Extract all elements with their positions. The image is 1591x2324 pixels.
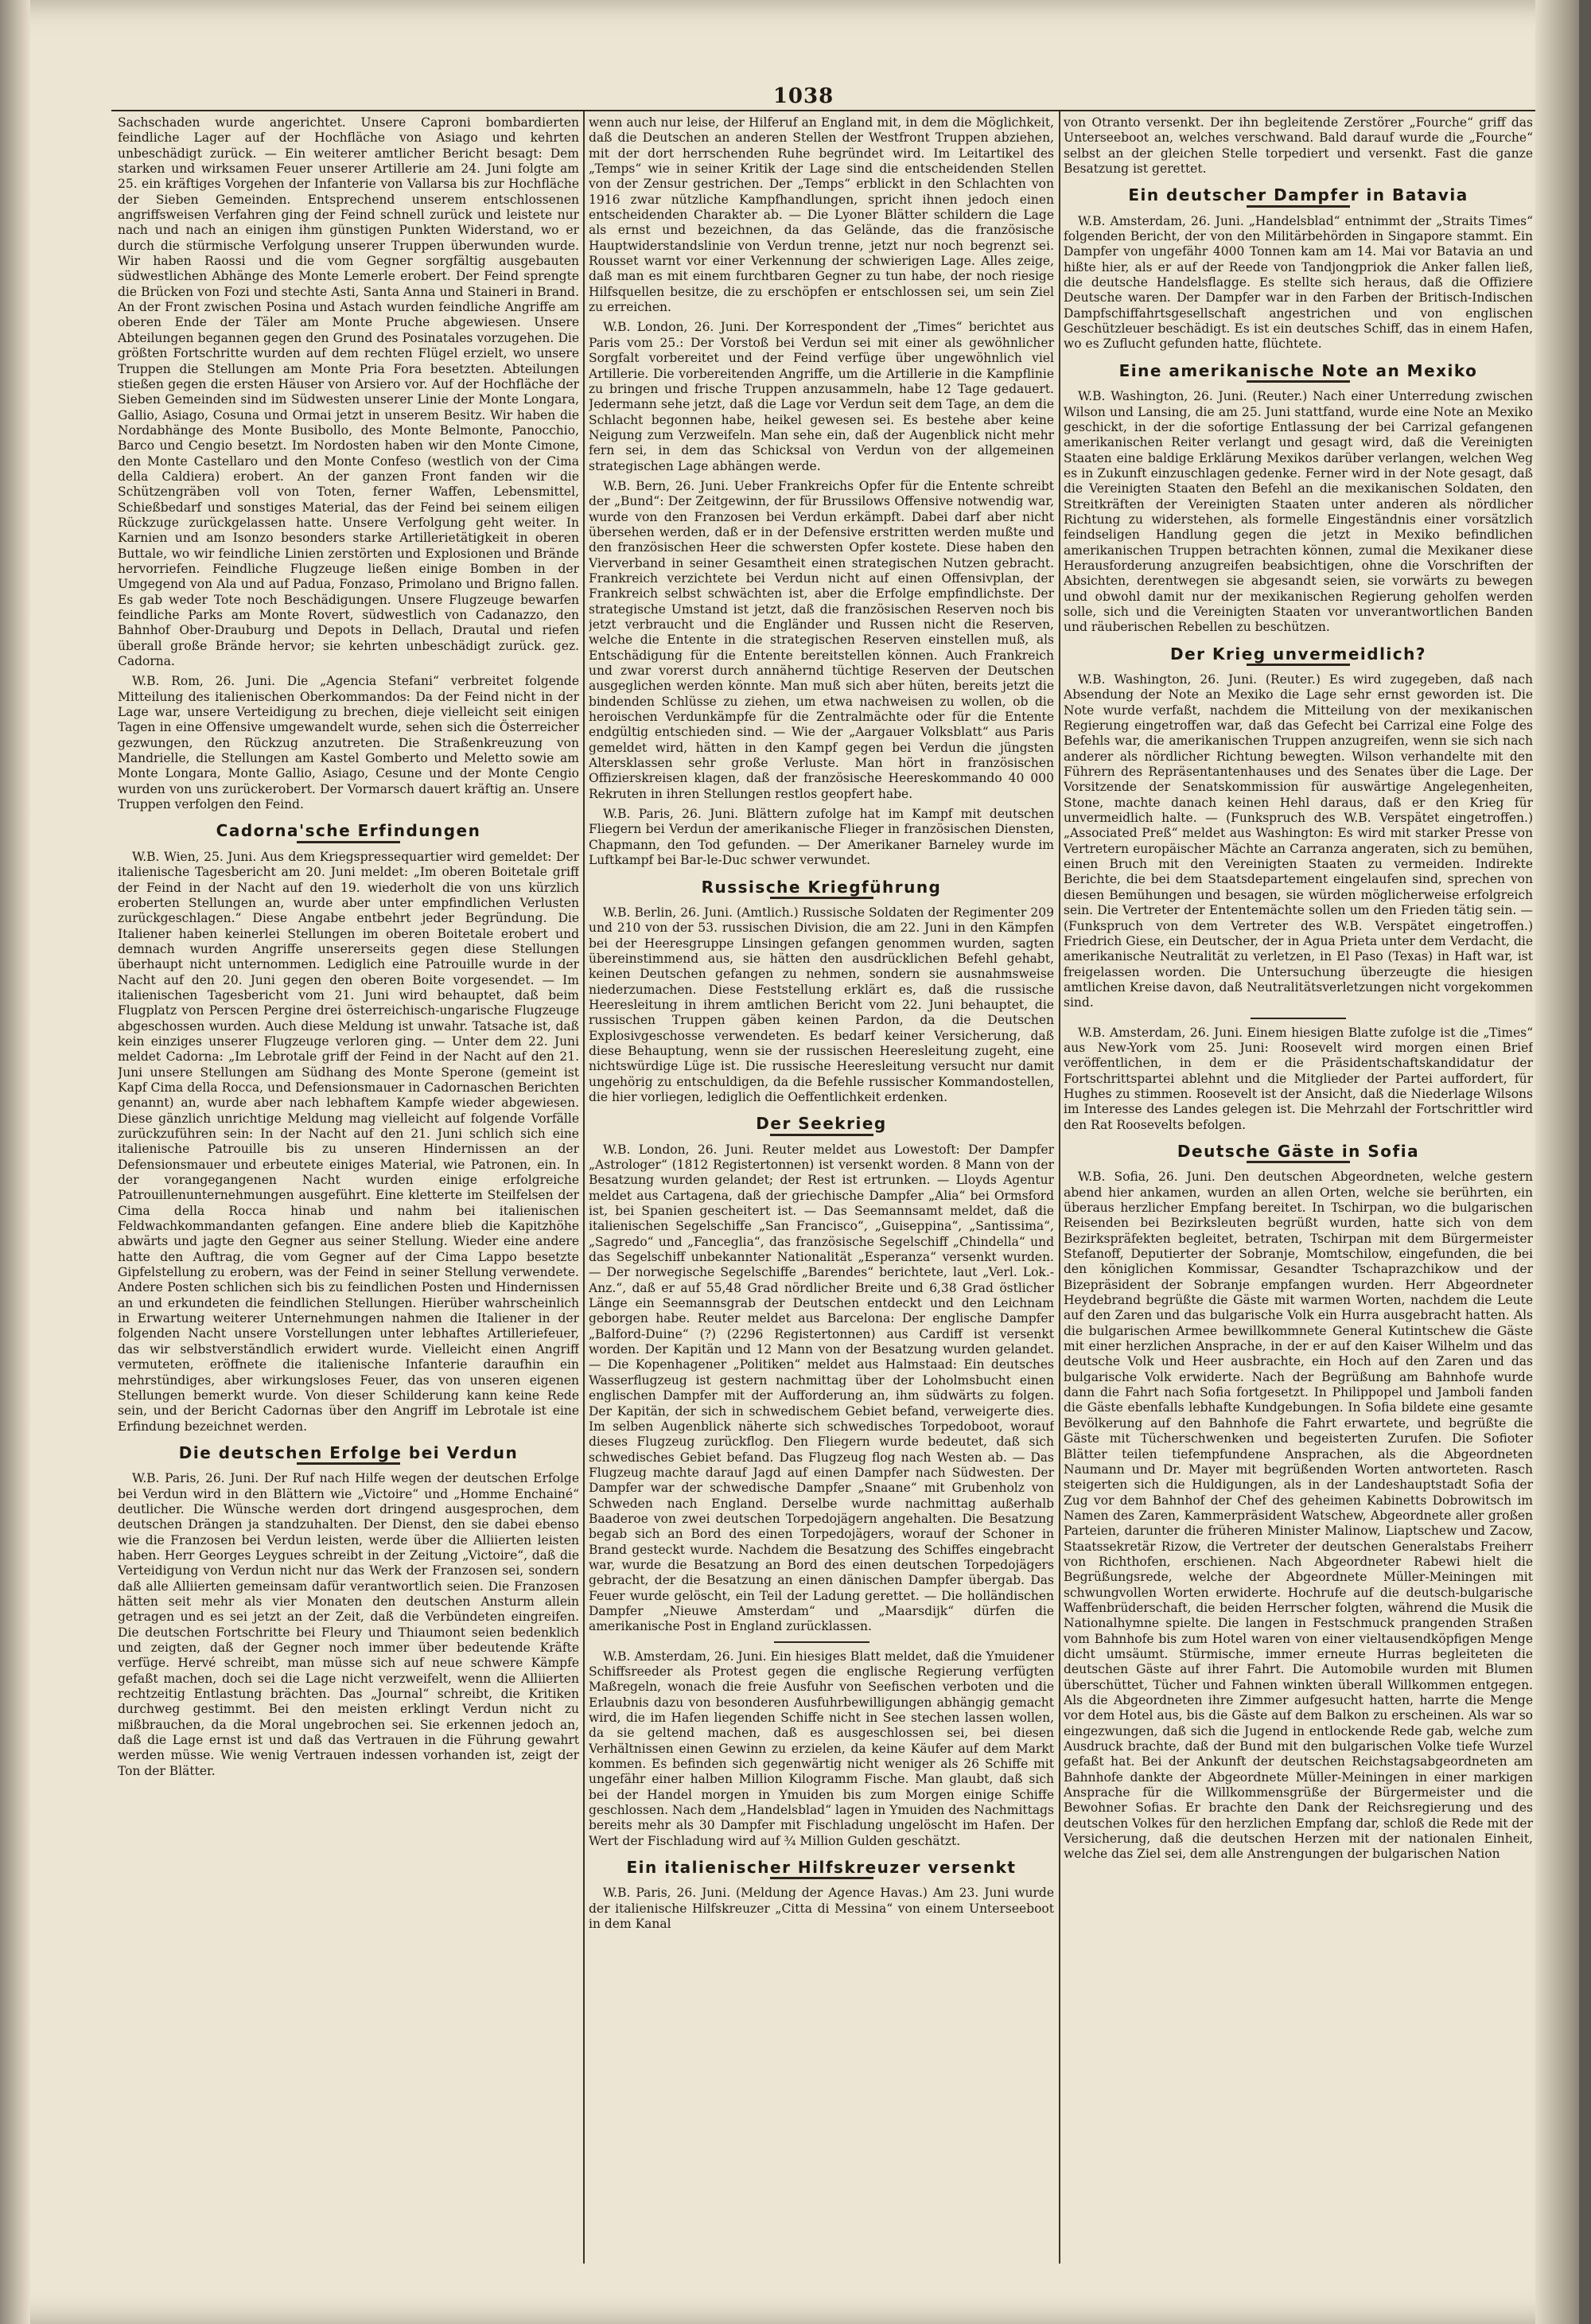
article-text: W.B. Paris, 26. Juni. Der Ruf nach Hilfe wegen der deutschen Erfolge bei Verdun wird in den Blättern wie „Victoire“ und „Homme Enchainé“ deutlicher. Die Wünsche werden dort dringend ausgesprochen, dem deutschen Drängen ja standzuhalten. Der Dienst, den sie dabei ebenso wie die Franzosen bei Verdun leisten, werde über die Alliierten leisten haben. Herr Georges Leygues schreibt in der Zeitung „Victoire“, daß die Verteidigung von Verdun nicht nur das Werk der Franzosen sei, sondern daß alle Alliierten gemeinsam dafür verantwortlich seien. Die Franzosen hätten seit mehr als vier Monaten den deutschen Ansturm allein getragen und es sei jetzt an der Zeit, daß die Verbündeten eingreifen. Die deutschen Fortschritte bei Fleury und Thiaumont seien bedenklich und zeigten, daß der Gegner noch immer über bedeutende Kräfte verfüge. Hervé schreibt, man müsse sich auf neue schwere Kämpfe gefaßt machen, doch sei die Lage nicht verzweifelt, wenn die Alliierten rechtzeitig Entlastung brächten. Das „Journal“ schreibt, die Kritiken durchweg gestimmt. Bei den meisten erklingt Verdun nicht zu mißbrauchen, da die Moral ungebrochen sei. Sie erkennen jedoch an, daß die Lage ernst ist und daß das Vertrauen in die Führung gewahrt werden müsse. Wie wenig Vertrauen indessen vorhanden ist, zeigt der Ton der Blätter. bbox=[118, 1471, 579, 1778]
article-text: W.B. Amsterdam, 26. Juni. Einem hiesigen Blatte zufolge ist die „Times“ aus New-York vom 25. Juni: Roosevelt wird morgen einen Brief veröffentlichen, in dem er die Präsidentschaftskandidatur der Fortschrittspartei ablehnt und die Mitglieder der Partei auffordert, für Hughes zu stimmen. Roosevelt ist der Ansicht, daß die Niederlage Wilsons im Interesse des Landes gelegen ist. Die Mehrzahl der Fortschrittler wird den Rat Roosevelts befolgen. bbox=[1064, 1025, 1533, 1132]
heading-rule bbox=[770, 1877, 873, 1879]
article-heading: Ein deutscher Dampfer in Batavia bbox=[1128, 185, 1468, 205]
page-number: 1038 bbox=[772, 84, 834, 108]
heading-rule bbox=[1247, 664, 1350, 666]
article-heading: Der Krieg unvermeidlich? bbox=[1170, 644, 1426, 664]
separator-rule bbox=[774, 1641, 869, 1643]
column-rule-2 bbox=[1059, 111, 1060, 2264]
article-heading: Russische Kriegführung bbox=[701, 877, 942, 897]
article-text: W.B. Paris, 26. Juni. Blättern zufolge hat im Kampf mit deutschen Fliegern bei Verdun der amerikanische Flieger in französischen Diensten, Chapmann, den Tod gefunden. — Der Amerikaner Barneley wurde im Luftkampf bei Bar-le-Duc schwer verwundet. bbox=[589, 807, 1054, 868]
heading-rule bbox=[770, 897, 873, 899]
article-text: W.B. Washington, 26. Juni. (Reuter.) Nach einer Unterredung zwischen Wilson und Lansing, die am 25. Juni stattfand, wurde eine Note an Mexiko geschickt, in der die sofortige Entlassung der bei Carrizal gefangenen amerikanischen Reiter verlangt und gesagt wird, daß die Vereinigten Staaten eine baldige Erklärung Mexikos darüber verlangen, welchen Weg es in Zukunft einzuschlagen gedenke. Ferner wird in der Note gesagt, daß die Vereinigten Staaten den Befehl an die mexikanischen Soldaten, den Streitkräften der Vereinigten Staaten unter anderen als nördlicher Richtung zu widerstehen, als formelle Eingeständnis einer vorsätzlich feindseligen Handlung gegen die jetzt in Mexiko befindlichen amerikanischen Truppen betrachten können, zumal die Mexikaner diese Herausforderung anzugreifen beabsichtigen, ohne die Vorschriften der Absichten, derentwegen sie abgesandt seien, sie vorwärts zu bewegen und obwohl damit nur der mexikanischen Regierung geholfen werden solle, sich und die Vereinigten Staaten vor unverantwortlichen Banden und räuberischen Rebellen zu beschützen. bbox=[1064, 389, 1533, 635]
article-text: Sachschaden wurde angerichtet. Unsere Caproni bombardierten feindliche Lager auf der Hochfläche von Asiago und kehrten unbeschädigt zurück. — Ein weiterer amtlicher Bericht besagt: Dem starken und wirksamen Feuer unserer Artillerie am 24. Juni folgte am 25. ein kräftiges Vorgehen der Infanterie von Vallarsa bis zur Hochfläche der Sieben Gemeinden. Entsprechend unserem entschlossenen angriffsweisen Verfahren ging der Feind schnell zurück und leistete nur nach und nach an einigen ihm günstigen Punkten Widerstand, wo er durch die stürmische Verfolgung unserer Truppen überwunden wurde. Wir haben Raossi und die vom Gegner sorgfältig ausgebauten südwestlichen Abhänge des Monte Lemerle erobert. Der Feind sprengte die Brücken von Fozi und stechte Asti, Santa Anna und Staineri in Brand. An der Front zwischen Posina und Astach wurden feindliche Angriffe am oberen Ende der Täler am Monte Pruche abgewiesen. Unsere Abteilungen begannen gegen den Grund des Posinatales vorzugehen. Die größten Fortschritte wurden auf dem rechten Flügel erzielt, wo unsere Truppen die Stellungen am Monte Pria Fora besetzten. Abteilungen stießen gegen die ersten Häuser von Arsiero vor. Auf der Hochfläche der Sieben Gemeinden sind im Südwesten unserer Linie der Monte Longara, Gallio, Asiago, Cosuna und Ormai jetzt in unserem Besitz. Wir haben die Nordabhänge des Monte Busibollo, des Monte Belmonte, Panocchio, Barco und Cengio besetzt. Im Nordosten haben wir den Monte Cimone, den Monte Castellaro und den Monte Confeso (westlich von der Cima della Caldiera) erobert. An der ganzen Front fanden wir die Schützengräben voll von Toten, ferner Waffen, Lebensmittel, Schießbedarf und sonstiges Material, das der Feind bei seinem eiligen Rückzuge zurückgelassen hatte. Unsere Verfolgung geht weiter. In Karnien und am Isonzo besonders starke Artillerietätigkeit in oberen Buttale, wo wir feindliche Linien zerstörten und Explosionen und Brände hervorriefen. Feindliche Flugzeuge ließen einige Bomben in der Umgegend von Ala und auf Padua, Fonzaso, Primolano und Brigno fallen. Es gab weder Tote noch Beschädigungen. Unsere Flugzeuge bewarfen feindliche Parks am Monte Rovert, südwestlich von Cadanazzo, den Bahnhof Ober-Drauburg und Depots in Dellach, Drautal und riefen überall große Brände hervor; sie kehrten unbeschädigt zurück. gez. Cadorna. bbox=[118, 115, 579, 669]
binding-gutter bbox=[0, 0, 30, 2324]
article-text: wenn auch nur leise, der Hilferuf an England mit, in dem die Möglichkeit, daß die Deutschen an anderen Stellen der Westfront Truppen abziehen, mit der dort herrschenden Ruhe begründet wird. Im Leitartikel des „Temps“ wie in seiner Kritik der Lage sind die entscheidenden Stellen von der Zensur gestrichen. Der „Temps“ erblickt in den Schlachten von 1916 zwar nützliche Kampfhandlungen, spricht ihnen jedoch einen entscheidenden Charakter ab. — Die Lyoner Blätter schildern die Lage als ernst und bezeichnen, da das Gelände, das die französische Hauptwiderstandslinie von Verdun trenne, jetzt nur noch begrenzt sei. Rousset warnt vor einer Verkennung der schwierigen Lage. Alles zeige, daß man es mit einem furchtbaren Gegner zu tun habe, der noch riesige Hilfsquellen besitze, die zu erschöpfen er entschlossen sei, um sein Ziel zu erreichen. bbox=[589, 115, 1054, 315]
column-1 bbox=[118, 115, 579, 2264]
top-rule bbox=[111, 110, 1535, 111]
article-heading: Cadorna'sche Erfindungen bbox=[216, 821, 481, 841]
column-rule-1 bbox=[583, 111, 585, 2264]
article-text: W.B. Washington, 26. Juni. (Reuter.) Es wird zugegeben, daß nach Absendung der Note an Mexiko die Lage sehr ernst geworden ist. Die Note wurde verfaßt, nachdem die Mitteilung von der mexikanischen Regierung eingetroffen war, daß das Gefecht bei Carrizal eine Folge des Befehls war, die amerikanischen Truppen anzugreifen, wenn sie sich nach anderer als nördlicher Richtung bewegten. Wilson verhandelte mit den Führern des Repräsentantenhauses und des Senates über die Lage. Der Vorsitzende der Senatskommission für auswärtige Angelegenheiten, Stone, machte danach keinen Hehl daraus, daß er den Krieg für unvermeidlich halte. — (Funkspruch des W.B. Verspätet eingetroffen.) „Associated Preß“ meldet aus Washington: Es wird mit starker Presse von Vertretern europäischer Mächte an Carranza angeraten, sich zu bemühen, einen Bruch mit den Vereinigten Staaten zu vermeiden. Indirekte Berichte, die bei dem Staatsdepartement eingelaufen sind, sprechen von diesen Bemühungen und besagen, sie würden möglicherweise erfolgreich sein. Die Vertreter der Ententemächte sollen um den Frieden tätig sein. — (Funkspruch von dem Vertreter des W.B. Verspätet eingetroffen.) Friedrich Giese, ein Deutscher, der in Agua Prieta unter dem Verdacht, die amerikanische Neutralität zu verletzen, in El Paso (Texas) in Haft war, ist freigelassen worden. Die Untersuchung überzeugte die hiesigen amtlichen Kreise davon, daß Neutralitätsverletzungen nicht vorgekommen sind. bbox=[1064, 672, 1533, 1010]
article-text: W.B. London, 26. Juni. Der Korrespondent der „Times“ berichtet aus Paris vom 25.: Der Vorstoß bei Verdun sei mit einer als gewöhnlicher Sorgfalt vorbereitet und der Feind verfüge über ungewöhnlich viel Artillerie. Die vorbereitenden Angriffe, um die Artillerie in die Kampflinie zu bringen und frische Truppen anzusammeln, habe 12 Tage gedauert. Jedermann sehe jetzt, daß die Lage vor Verdun seit dem Tage, an dem die Schlacht begonnen habe, heikel gewesen sei. Es bestehe aber keine Neigung zum Verzweifeln. Man sehe ein, daß der Augenblick nicht mehr fern sei, in dem das Schicksal von Verdun von der allgemeinen strategischen Lage abhängen werde. bbox=[589, 320, 1054, 473]
article-text: W.B. Rom, 26. Juni. Die „Agencia Stefani“ verbreitet folgende Mitteilung des italienischen Oberkommandos: Da der Feind nicht in der Lage war, unsere Verteidigung zu brechen, dieje vielleicht seit einigen Tagen in eine Offensive umgewandelt wurde, sehen sich die Österreicher gezwungen, den Rückzug anzutreten. Die Straßenkreuzung von Mandrielle, die Stellungen am Kastel Gomberto und Meletto sowie am Monte Longara, Monte Gallio, Asiago, Cesune und der Monte Cengio wurden von uns zurückerobert. Der Vormarsch dauert kräftig an. Unsere Truppen verfolgen den Feind. bbox=[118, 674, 579, 812]
article-heading: Eine amerikanische Note an Mexiko bbox=[1118, 360, 1478, 380]
column-2 bbox=[589, 115, 1054, 2264]
column-3 bbox=[1064, 115, 1533, 2264]
heading-rule bbox=[1247, 380, 1350, 383]
article-heading: Ein italienischer Hilfskreuzer versenkt bbox=[626, 1858, 1017, 1878]
article-text: W.B. Wien, 25. Juni. Aus dem Kriegspressequartier wird gemeldet: Der italienische Tagesbericht am 20. Juni meldet: „Im oberen Boitetale griff der Feind in der Nacht auf den 19. wiederholt die von uns kürzlich eroberten Stellungen an, wurde aber unter empfindlichen Verlusten zurückgeschlagen.“ Diese Angabe entbehrt jeder Begründung. Die Italiener haben keinerlei Stellungen im oberen Boitetale erobert und demnach wurden Angriffe unsererseits gegen diese Stellungen überhaupt nicht unternommen. Lediglich eine Patrouille wurde in der Nacht auf den 20. Juni gegen den oberen Boite vorgesendet. — Im italienischen Tagesbericht vom 21. Juni wird behauptet, daß beim Flugplatz von Perscen Pergine drei österreichisch-ungarische Flugzeuge abgeschossen wurden. Auch diese Meldung ist unwahr. Tatsache ist, daß kein einziges unserer Flugzeuge verloren ging. — Unter dem 22. Juni meldet Cadorna: „Im Lebrotale griff der Feind in der Nacht auf den 21. Juni unsere Stellungen am Südhang des Monte Sperone (gemeint ist Kapf Cima della Rocca, und Defensionsmauer in Cadornaschen Berichten genannt) an, wurde aber nach lebhaftem Kampfe wieder abgewiesen. Diese gänzlich unrichtige Meldung mag vielleicht auf folgende Vorfälle zurückzuführen sein: In der Nacht auf den 21. Juni schlich sich eine italienische Patrouille bis zu unseren Hindernissen an der Defensionsmauer und erbeutete einiges Material, wie Patronen, ein. In der vorangegangenen Nacht wurden einige erfolgreiche Patrouillenunternehmungen ausgeführt. Eine kletterte im Steilfelsen der Cima della Rocca hinab und nahm bei italienischen Feldwachkommandanten gefangen. Eine andere blieb die Kapitzhöhe abwärts und jagte den Gegner aus seiner Stellung. Wieder eine andere hatte den Auftrag, die vom Gegner auf der Cima Lappo besetzte Gipfelstellung zu erobern, was der Feind in seiner Stellung verwendete. Andere Posten schlichen sich bis zu feindlichen Posten und Hindernissen an und erkundeten die feindlichen Stellungen. Hierüber wahrscheinlich in Erwartung weiterer Unternehmungen nahmen die Italiener in der folgenden Nacht unsere Vorstellungen unter lebhaftes Artilleriefeuer, das wir selbstverständlich erwidert wurde. Vielleicht einen Angriff vermuteten, eröffnete die italienische Infanterie daraufhin ein mehrstündiges, aber wirkungsloses Feuer, das von unseren eigenen Stellungen bemerkt wurde. Von dieser Schilderung kann keine Rede sein, und der Bericht Cadornas über den Angriff im Lebrotale ist eine Erfindung bezeichnet werden. bbox=[118, 849, 579, 1434]
article-heading: Die deutschen Erfolge bei Verdun bbox=[178, 1442, 519, 1462]
heading-rule bbox=[1247, 1161, 1350, 1163]
heading-rule bbox=[770, 1134, 873, 1136]
article-text: von Otranto versenkt. Der ihn begleitende Zerstörer „Fourche“ griff das Unterseeboot an, welches verschwand. Bald darauf wurde die „Fourche“ selbst an der gleichen Stelle torpediert und versenkt. Fast die ganze Besatzung ist gerettet. bbox=[1064, 115, 1533, 177]
page-edge-shadow bbox=[1535, 0, 1579, 2324]
separator-rule bbox=[1251, 1018, 1346, 1019]
article-heading: Deutsche Gäste in Sofia bbox=[1177, 1141, 1420, 1161]
article-heading: Der Seekrieg bbox=[756, 1114, 887, 1134]
article-text: W.B. Amsterdam, 26. Juni. „Handelsblad“ entnimmt der „Straits Times“ folgenden Bericht, der von den Militärbehörden in Singapore stammt. Ein Dampfer von ungefähr 4000 Tonnen kam am 14. Mai vor Batavia an und hißte hier, als er auf der Reede von Tandjongpriok die Anker fallen ließ, die deutsche Handelsflagge. Es stellte sich heraus, daß die Offiziere Deutsche waren. Der Dampfer war in den Farben der Britisch-Indischen Dampfschiffahrtsgesellschaft angestrichen und von englischen Geschützleuer beschädigt. Es ist ein deutsches Schiff, das in einem Hafen, wo es Zuflucht gefunden hatte, flüchtete. bbox=[1064, 213, 1533, 352]
heading-rule bbox=[1247, 205, 1350, 208]
article-text: W.B. Sofia, 26. Juni. Den deutschen Abgeordneten, welche gestern abend hier ankamen, wurden an allen Orten, welche sie berührten, ein überaus herzlicher Empfang bereitet. In Tschirpan, wo die bulgarischen Reisenden bei Bezirksleuten begrüßt wurden, hatte sich von dem Bezirkspräfekten begleitet, betraten, Tschirpan mit dem Bürgermeister Stefanoff, Deputierter der Sobranje, Momtschilow, eingefunden, die bei den königlichen Kommissar, Gesandter Tschaprazchikow und der Bizepräsident der Sobranje empfangen wurden. Herr Abgeordneter Heydebrand begrüßte die Gäste mit warmen Worten, nachdem die Leute auf den Zaren und das bulgarische Volk ein Hurra ausgebracht hatten. Als die bulgarischen Armee bewillkommnete General Kutintschew die Gäste mit einer herzlichen Ansprache, in der er auf den Kaiser Wilhelm und das deutsche Volk und Heer ausbrachte, ein Hoch auf den Zaren und das bulgarische Volk erwiderte. Nach der Begrüßung am Bahnhofe wurde dann die Fahrt nach Sofia fortgesetzt. In Philippopel und Jamboli fanden die Gäste ebenfalls lebhafte Kundgebungen. In Sofia bildete eine gesamte Bevölkerung auf den Bahnhofe die Fahrt erwartete, und begrüßte die Gäste mit Tücherschwenken und begeisterten Zurufen. Die Sofioter Blätter teilen tiefempfundene Ansprachen, als die Abgeordneten Naumann und Dr. Mayer mit begrüßenden Worten antworteten. Rasch steigerten sich die Huldigungen, als in der Landeshauptstadt Sofia der Zug vor dem Bahnhof der Chef des geheimen Kabinetts Dobrowitsch im Namen des Zaren, Kammerpräsident Watschew, Abgeordnete aller großen Parteien, darunter die früheren Minister Malinow, Liaptschew und Zacow, Staatssekretär Rizow, die Vertreter der deutschen Generalstabs Freiherr von Richthofen, erschienen. Nach Abgeordneter Rabewi hielt die Begrüßungsrede, welche der Abgeordnete Müller-Meiningen mit schwungvollen Worten erwiderte. Hochrufe auf die deutsch-bulgarische Waffenbrüderschaft, die beiden Herrscher folgten, während die Musik die Nationalhymne spielte. Die langen in Festschmuck prangenden Straßen vom Bahnhofe bis zum Hotel waren von einer vieltausendköpfigen Menge dicht umsäumt. Stürmische, immer erneute Hurras begleiteten die deutschen Gäste auf ihrer Fahrt. Die Automobile wurden mit Blumen überschüttet, Tücher und Fahnen winkten überall Willkommen entgegen. Als die Abgeordneten ihre Zimmer aufgesucht hatten, harrte die Menge vor dem Hotel aus, bis die Gäste auf dem Balkon zu erscheinen. Als war so eingezwungen, daß sich die Jugend in entlockende Rede gab, welche zum Ausdruck brachte, daß der Bund mit den bulgarischen Volke tiefe Wurzel gefaßt hat. Bei der Ankunft der deutschen Reichstagsabgeordneten am Bahnhofe dankte der Abgeordnete Müller-Meiningen in einer markigen Ansprache für die Willkommensgrüße der Bürgermeister und die Bewohner Sofias. Er brachte den Dank der Reichsregierung und des deutschen Volkes für den herzlichen Empfang dar, schloß die Rede mit der Versicherung, daß die deutschen Herzen mit der nationalen Einheit, welche das Ziel sei, dem alle Anstrengungen der bulgarischen Nation bbox=[1064, 1170, 1533, 1862]
article-text: W.B. London, 26. Juni. Reuter meldet aus Lowestoft: Der Dampfer „Astrologer“ (1812 Registertonnen) ist versenkt worden. 8 Mann von der Besatzung wurden gelandet; der Rest ist ertrunken. — Lloyds Agentur meldet aus Cartagena, daß der griechische Dampfer „Alia“ bei Ormsford ist, bei Spanien gescheitert ist. — Das Seemannsamt meldet, daß die italienischen Segelschiffe „San Francisco“, „Guiseppina“, „Santissima“, „Sagredo“ und „Fanceglia“, das französische Segelschiff „Chindella“ und das Segelschiff unbekannter Nationalität „Esperanza“ versenkt wurden. — Der norwegische Segelschiffe „Barendes“ berichtete, laut „Verl. Lok.-Anz.“, daß er auf 55,48 Grad nördlicher Breite und 6,38 Grad östlicher Länge ein Seemannsgrab der Deutschen entdeckt und den Leichnam geborgen habe. Reuter meldet aus Barcelona: Der englische Dampfer „Balford-Duine“ (?) (2296 Registertonnen) aus Cardiff ist versenkt worden. Der Kapitän und 12 Mann von der Besatzung wurden gelandet. — Die Kopenhagener „Politiken“ meldet aus Halmstaad: Ein deutsches Wasserflugzeug ist gestern nachmittag über der Loholmsbucht einen englischen Dampfer mit der Aufforderung an, ihm südwärts zu folgen. Der Kapitän, der sich in schwedischem Gebiet befand, verweigerte dies. Im selben Augenblick näherte sich schwedisches Torpedoboot, worauf dieses Flugzeug zurückflog. Den Fliegern wurde bedeutet, daß sich schwedisches Gebiet befand. Das Flugzeug flog nach Westen ab. — Das Flugzeug machte darauf Jagd auf einen Dampfer nach Südwesten. Der Dampfer war der schwedische Dampfer „Snaane“ mit Grubenholz von Schweden nach England. Derselbe wurde nachmittag außerhalb Baaderoe von zwei deutschen Torpedojägern angehalten. Die Besatzung begab sich an Bord des einen Torpedojägers, worauf der Schoner in Brand gesteckt wurde. Nachdem die Besatzung des Schiffes eingebracht war, wurde die Besatzung an Bord des einen deutschen Torpedojägers gebracht, der die Besatzung an einen dänischen Dampfer übergab. Das Feuer wurde gelöscht, ein Teil der Ladung gerettet. — Die holländischen Dampfer „Nieuwe Amsterdam“ und „Maarsdijk“ dürfen die amerikanische Post in England zurücklassen. bbox=[589, 1142, 1054, 1634]
heading-rule bbox=[297, 841, 400, 843]
heading-rule bbox=[297, 1462, 400, 1465]
article-text: W.B. Paris, 26. Juni. (Meldung der Agence Havas.) Am 23. Juni wurde der italienische Hilfskreuzer „Citta di Messina“ von einem Unterseeboot in dem Kanal bbox=[589, 1886, 1054, 1932]
article-text: W.B. Amsterdam, 26. Juni. Ein hiesiges Blatt meldet, daß die Ymuidener Schiffsreeder als Protest gegen die englische Regierung verfügten Maßregeln, wonach die freie Ausfuhr von Seefischen verboten und die Erlaubnis dazu von besonderen Ausfuhrbewilligungen abhängig gemacht wird, die im Hafen liegenden Schiffe nicht in See stechen lassen wollen, da sie geltend machen, daß es ausgeschlossen sei, bei diesen Verhältnissen einen Gewinn zu erzielen, da keine Käufer auf dem Markt kommen. Es befinden sich gegenwärtig nicht weniger als 26 Schiffe mit ungefähr einer halben Million Kilogramm Fische. Man glaubt, daß sich bei der Handel morgen in Ymuiden bis zum Morgen einige Schiffe geschlossen. Nach dem „Handelsblad“ lagen in Ymuiden des Nachmittags bereits mehr als 30 Dampfer mit Fischladung ungelöscht im Hafen. Der Wert der Fischladung wird auf ¾ Million Gulden geschätzt. bbox=[589, 1649, 1054, 1848]
article-text: W.B. Berlin, 26. Juni. (Amtlich.) Russische Soldaten der Regimenter 209 und 210 von der 53. russischen Division, die am 22. Juni in den Kämpfen bei der Heeresgruppe Linsingen gefangen genommen wurden, sagten übereinstimmend aus, sie hätten den ausdrücklichen Befehl gehabt, keinen Deutschen gefangen zu nehmen, sondern sie ausnahmsweise niederzumachen. Diese Feststellung erklärt es, daß die russische Heeresleitung in ihrem amtlichen Bericht vom 22. Juni behauptet, die russischen Truppen gäben keinen Pardon, da die Deutschen Explosivgeschosse verwendeten. Es bedarf keiner Versicherung, daß diese Behauptung, wenn sie der russischen Heeresleitung zugeht, eine nichtswürdige Lüge ist. Die russische Heeresleitung versucht nur damit ungehörig zu entschuldigen, da die Befehle russischer Kommandostellen, die hier vorliegen, lediglich die Oeffentlichkeit erdenken. bbox=[589, 905, 1054, 1104]
article-text: W.B. Bern, 26. Juni. Ueber Frankreichs Opfer für die Entente schreibt der „Bund“: Der Zeitgewinn, der für Brussilows Offensive notwendig war, wurde von den Franzosen bei Verdun erkämpft. Dabei darf aber nicht übersehen werden, daß er in der Defensive erstritten werden mußte und den französischen Heer die schwersten Opfer kostete. Diese haben den Vierverband in seiner Gesamtheit einen strategischen Nutzen gebracht. Frankreich verzichtete bei Verdun nicht auf einen Offensivplan, der Frankreich selbst schwächten ist, aber die Erfolge empfindlichste. Der strategische Umstand ist jetzt, daß die französischen Reserven noch bis jetzt verbraucht und die Engländer und Russen nicht die Reserven, welche die Entente in die strategischen Reserven einstellen muß, als Entschädigung für die Entente bereitstellen können. Auch Frankreich und zwar vorerst durch annähernd tüchtige Reserven der Deutschen ausgeglichen werden könnte. Man muß sich aber hüten, bereits jetzt die bindenden Schlüsse zu ziehen, um etwa nachweisen zu wollen, ob die heroischen Verdunkämpfe für die Zentralmächte oder für die Entente endgültig entschieden sind. — Wie der „Aargauer Volksblatt“ aus Paris gemeldet wird, hätten in den Kampf gegen bei Verdun die jüngsten Altersklassen sehr große Verluste. Man hört in französischen Offizierskreisen klagen, daß der französische Heereskommando 40 000 Rekruten in ihren Stellungen restlos geopfert habe. bbox=[589, 478, 1054, 801]
